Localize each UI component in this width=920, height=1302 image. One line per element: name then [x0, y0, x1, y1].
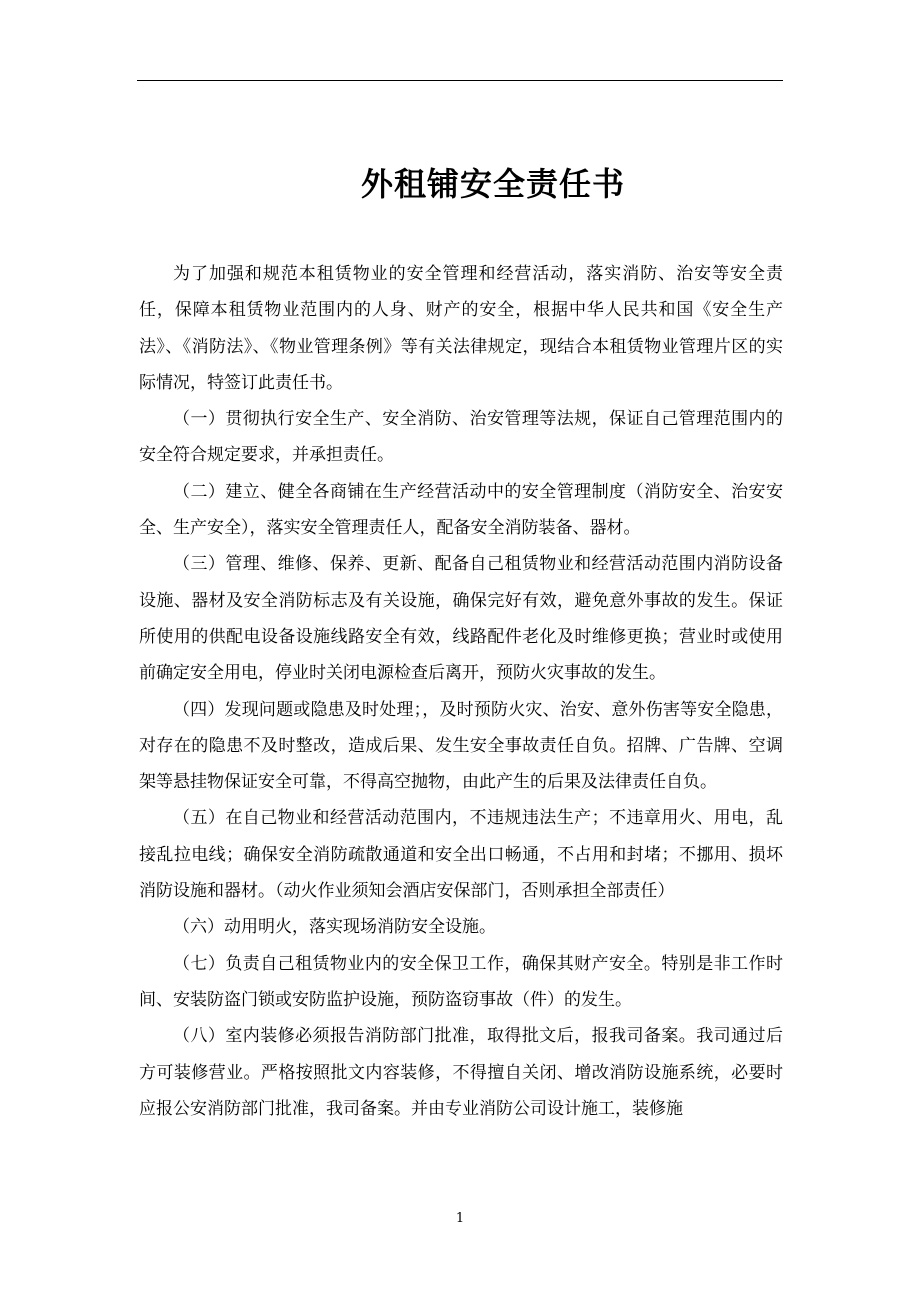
document-body: [139, 256, 783, 1127]
paragraph-clause-2: （二）建立、健全各商铺在生产经营活动中的安全管理制度（消防安全、治安安全、生产安全），落实安全管理责任人，配备安全消防装备、器材。: [139, 481, 783, 539]
paragraph-clause-4: （四）发现问题或隐患及时处理；，及时预防火灾、治安、意外伤害等安全隐患，对存在的隐患不及时整改，造成后果、发生安全事故责任自负。招牌、广告牌、空调架等悬挂物保证安全可靠，不得高空抛物，由此产生的后果及法律责任自负。: [139, 699, 783, 793]
paragraph-intro: 为了加强和规范本租赁物业的安全管理和经营活动，落实消防、治安等安全责任，保障本租赁物业范围内的人身、财产的安全，根据中华人民共和国《安全生产法》、《消防法》、《物业管理条例》等有关法律规定，现结合本租赁物业管理片区的实际情况，特签订此责任书。: [139, 264, 783, 393]
page-number: 1: [455, 1211, 465, 1226]
paragraph-clause-6: （六）动用明火，落实现场消防安全设施。: [173, 917, 496, 938]
header-rule: [137, 80, 783, 81]
paragraph-clause-7: （七）负责自己租赁物业内的安全保卫工作，确保其财产安全。特别是非工作时间、安装防盗门锁或安防监护设施，预防盗窃事故（件）的发生。: [139, 953, 783, 1010]
paragraph-clause-1: （一）贯彻执行安全生产、安全消防、治安管理等法规，保证自己管理范围内的安全符合规定要求，并承担责任。: [139, 409, 783, 466]
paragraph-clause-5: （五）在自己物业和经营活动范围内，不违规违法生产；不违章用火、用电，乱接乱拉电线；确保安全消防疏散通道和安全出口畅通，不占用和封堵；不挪用、损坏消防设施和器材。（动火作业须知会酒店安保部门，否则承担全部责任）: [139, 808, 783, 902]
paragraph-clause-8: （八）室内装修必须报告消防部门批准，取得批文后，报我司备案。我司通过后方可装修营业。严格按照批文内容装修，不得擅自关闭、增改消防设施系统，必要时应报公安消防部门批准，我司备案。并由专业消防公司设计施工，装修施: [139, 1026, 783, 1119]
document-title: 外租铺安全责任书: [360, 165, 625, 203]
paragraph-clause-3: （三）管理、维修、保养、更新、配备自己租赁物业和经营活动范围内消防设备设施、器材及安全消防标志及有关设施，确保完好有效，避免意外事故的发生。保证所使用的供配电设备设施线路安全有效，线路配件老化及时维修更换；营业时或使用前确定安全用电，停业时关闭电源检查后离开，预防火灾事故的发生。: [139, 554, 783, 684]
